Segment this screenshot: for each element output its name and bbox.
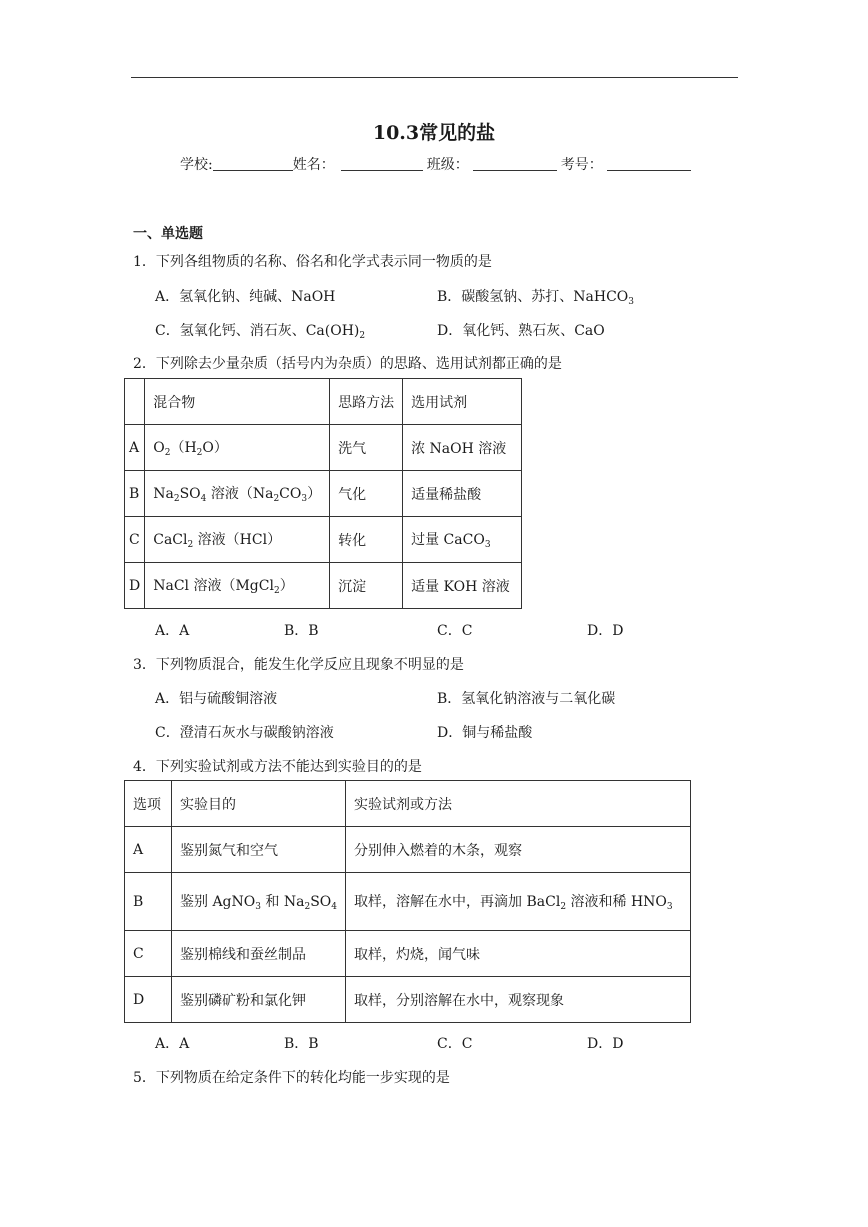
page-title: 10.3常见的盐	[372, 122, 496, 144]
purpose-cell: 鉴别氮气和空气	[172, 827, 346, 873]
question-1-stem: 1．下列各组物质的名称、俗名和化学式表示同一物质的是	[133, 254, 492, 270]
q4-table	[124, 780, 691, 1023]
table-header-cell: 实验目的	[172, 781, 346, 827]
q3-option-c: C．澄清石灰水与碳酸钠溶液	[155, 725, 334, 741]
number-label: 考号：	[560, 157, 603, 173]
q2-option-c: C．C	[437, 623, 473, 639]
q3-option-b: B．氢氧化钠溶液与二氧化碳	[437, 691, 616, 707]
row-label: B	[125, 873, 172, 931]
table-header-cell: 选项	[125, 781, 172, 827]
question-3-stem: 3．下列物质混合，能发生化学反应且现象不明显的是	[133, 657, 464, 673]
q4-option-a: A．A	[155, 1036, 190, 1052]
row-label: C	[125, 931, 172, 977]
name-blank[interactable]	[341, 156, 423, 171]
row-label: A	[125, 425, 145, 471]
method-cell: 取样，灼烧，闻气味	[346, 931, 691, 977]
method-cell: 转化	[330, 517, 403, 563]
method-cell: 洗气	[330, 425, 403, 471]
table-header-row	[125, 781, 691, 827]
question-4-stem: 4．下列实验试剂或方法不能达到实验目的的是	[133, 759, 422, 775]
method-cell: 沉淀	[330, 563, 403, 609]
method-cell: 取样，分别溶解在水中，观察现象	[346, 977, 691, 1023]
q2-option-b: B．B	[284, 623, 319, 639]
q3-option-a: A．铝与硫酸铜溶液	[155, 691, 278, 707]
table-row	[125, 471, 522, 517]
purpose-cell: 鉴别 AgNO$_3$ 和 $Na_2SO_4$	[172, 873, 346, 931]
q4-option-d: D．D	[587, 1036, 624, 1052]
question-5-stem: 5．下列物质在给定条件下的转化均能一步实现的是	[133, 1070, 450, 1086]
school-label: 学校:	[180, 157, 213, 173]
q1-option-d: D．氧化钙、熟石灰、CaO	[437, 323, 605, 339]
q1-option-c: C．氢氧化钙、消石灰、$Ca(OH)_2$	[155, 323, 366, 341]
row-label: A	[125, 827, 172, 873]
student-info-line	[180, 154, 691, 174]
table-header-cell: 实验试剂或方法	[346, 781, 691, 827]
reagent-cell: 过量 CaCO$_3$	[403, 517, 522, 563]
number-blank[interactable]	[607, 156, 691, 171]
section-heading: 一、单选题	[133, 226, 203, 242]
class-label: 班级：	[426, 157, 469, 173]
method-cell: 取样，溶解在水中，再滴加 BaCl$_2$ 溶液和稀 $HNO_3$	[346, 873, 691, 931]
q4-option-b: B．B	[284, 1036, 319, 1052]
school-blank[interactable]	[213, 156, 293, 171]
table-header-row	[125, 379, 522, 425]
table-row	[125, 563, 522, 609]
q1-option-a: A．氢氧化钠、纯碱、NaOH	[155, 289, 336, 305]
q4-option-c: C．C	[437, 1036, 473, 1052]
reagent-cell: 浓 NaOH 溶液	[403, 425, 522, 471]
mixture-cell: $O_2(H_2O)$	[145, 425, 330, 471]
table-header-cell: 思路方法	[330, 379, 403, 425]
table-header-cell: 选用试剂	[403, 379, 522, 425]
table-row	[125, 931, 691, 977]
q2-option-d: D．D	[587, 623, 624, 639]
method-cell: 分别伸入燃着的木条，观察	[346, 827, 691, 873]
question-2-stem: 2．下列除去少量杂质（括号内为杂质）的思路、选用试剂都正确的是	[133, 356, 562, 372]
q1-option-b: B．碳酸氢钠、苏打、NaHCO$_3$	[437, 289, 635, 307]
row-label: D	[125, 563, 145, 609]
table-row	[125, 873, 691, 931]
reagent-cell: 适量 KOH 溶液	[403, 563, 522, 609]
purpose-cell: 鉴别磷矿粉和氯化钾	[172, 977, 346, 1023]
table-row	[125, 517, 522, 563]
q2-table	[124, 378, 522, 609]
mixture-cell: NaCl 溶液（MgCl$_2$）	[145, 563, 330, 609]
row-label: B	[125, 471, 145, 517]
mixture-cell: $Na_2SO_4$ 溶液$(Na_2CO_3)$	[145, 471, 330, 517]
table-row	[125, 425, 522, 471]
name-label: 姓名：	[292, 157, 335, 173]
table-header-cell: 混合物	[145, 379, 330, 425]
reagent-cell: 适量稀盐酸	[403, 471, 522, 517]
table-header-cell	[125, 379, 145, 425]
table-row	[125, 827, 691, 873]
row-label: C	[125, 517, 145, 563]
table-row	[125, 977, 691, 1023]
class-blank[interactable]	[473, 156, 557, 171]
method-cell: 气化	[330, 471, 403, 517]
mixture-cell: CaCl$_2$ 溶液（HCl）	[145, 517, 330, 563]
header-rule	[131, 77, 738, 78]
purpose-cell: 鉴别棉线和蚕丝制品	[172, 931, 346, 977]
row-label: D	[125, 977, 172, 1023]
q3-option-d: D．铜与稀盐酸	[437, 725, 533, 741]
q2-option-a: A．A	[155, 623, 190, 639]
